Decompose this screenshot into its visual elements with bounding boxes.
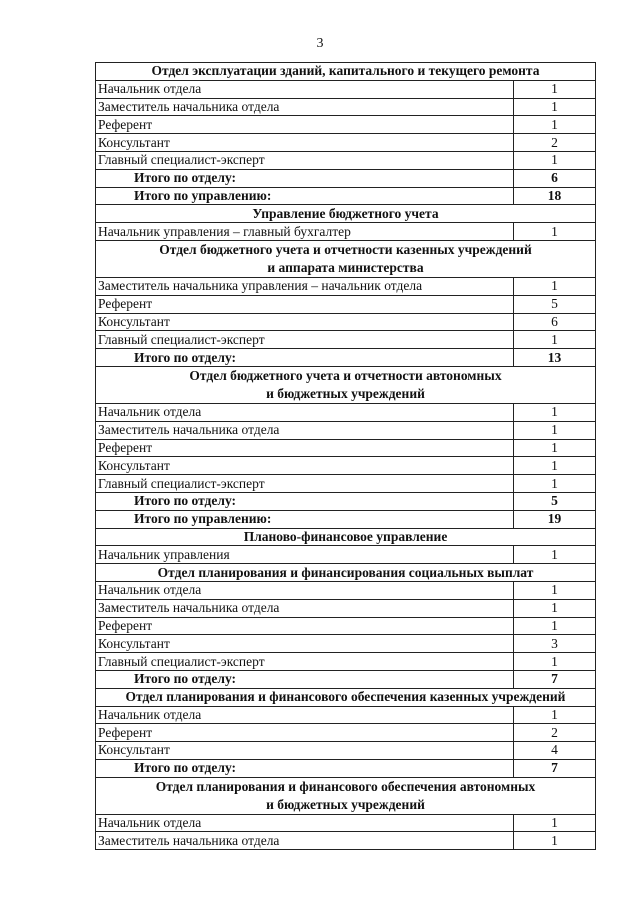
total-count: 19 <box>514 510 596 528</box>
position-row <box>96 617 596 635</box>
position-row <box>96 653 596 671</box>
position-count: 1 <box>514 151 596 169</box>
total-row <box>96 670 596 688</box>
position-count: 1 <box>514 814 596 832</box>
section-title-line: Отдел бюджетного учета и отчетности казенных учреждений <box>159 241 532 257</box>
position-row <box>96 599 596 617</box>
position-count: 6 <box>514 313 596 331</box>
section-title: Планово-финансовое управление <box>96 528 596 546</box>
position-count: 2 <box>514 134 596 152</box>
total-row <box>96 510 596 528</box>
position-title: Главный специалист-эксперт <box>96 331 514 349</box>
position-row <box>96 457 596 475</box>
section-title: Отдел планирования и финансового обеспечения казенных учреждений <box>96 688 596 706</box>
position-row <box>96 814 596 832</box>
staffing-table-body <box>96 63 596 850</box>
section-header-row <box>96 528 596 546</box>
position-row <box>96 295 596 313</box>
position-row <box>96 116 596 134</box>
total-label: Итого по управлению: <box>96 510 514 528</box>
position-title: Референт <box>96 116 514 134</box>
position-row <box>96 742 596 760</box>
position-row <box>96 223 596 241</box>
position-title: Консультант <box>96 134 514 152</box>
section-title-line: и аппарата министерства <box>267 259 424 275</box>
position-title: Референт <box>96 439 514 457</box>
total-count: 7 <box>514 759 596 777</box>
position-title: Референт <box>96 617 514 635</box>
total-row <box>96 187 596 205</box>
position-row <box>96 421 596 439</box>
position-row <box>96 635 596 653</box>
position-row <box>96 546 596 564</box>
position-count: 1 <box>514 421 596 439</box>
position-count: 1 <box>514 599 596 617</box>
position-title: Заместитель начальника отдела <box>96 421 514 439</box>
section-title-line: и бюджетных учреждений <box>266 385 425 401</box>
position-row <box>96 706 596 724</box>
total-count: 13 <box>514 349 596 367</box>
position-row <box>96 581 596 599</box>
position-row <box>96 403 596 421</box>
section-title: Управление бюджетного учета <box>96 205 596 223</box>
position-count: 1 <box>514 80 596 98</box>
position-count: 1 <box>514 706 596 724</box>
total-row <box>96 169 596 187</box>
section-header-row <box>96 205 596 223</box>
page-number: 3 <box>316 36 324 51</box>
position-title: Консультант <box>96 635 514 653</box>
staffing-table <box>95 62 596 850</box>
total-label: Итого по отделу: <box>96 759 514 777</box>
position-title: Консультант <box>96 742 514 760</box>
position-count: 1 <box>514 439 596 457</box>
section-header-row <box>96 366 596 403</box>
position-title: Заместитель начальника управления – начальник отдела <box>96 277 514 295</box>
position-title: Начальник отдела <box>96 80 514 98</box>
total-label: Итого по отделу: <box>96 349 514 367</box>
position-count: 1 <box>514 546 596 564</box>
position-title: Главный специалист-эксперт <box>96 475 514 493</box>
section-header-row <box>96 688 596 706</box>
position-title: Консультант <box>96 313 514 331</box>
total-count: 7 <box>514 670 596 688</box>
total-label: Итого по отделу: <box>96 169 514 187</box>
position-row <box>96 439 596 457</box>
total-row <box>96 492 596 510</box>
position-row <box>96 724 596 742</box>
position-count: 5 <box>514 295 596 313</box>
position-count: 1 <box>514 475 596 493</box>
section-header-row <box>96 240 596 277</box>
position-title: Консультант <box>96 457 514 475</box>
position-count: 1 <box>514 581 596 599</box>
total-row <box>96 759 596 777</box>
position-count: 3 <box>514 635 596 653</box>
total-row <box>96 349 596 367</box>
position-count: 1 <box>514 331 596 349</box>
section-title-line: Отдел бюджетного учета и отчетности автономных <box>189 367 502 383</box>
section-title-line: Отдел планирования и финансового обеспечения автономных <box>155 778 536 794</box>
position-title: Начальник отдела <box>96 581 514 599</box>
position-count: 1 <box>514 653 596 671</box>
section-title: Отдел эксплуатации зданий, капитального и текущего ремонта <box>96 63 596 81</box>
position-title: Заместитель начальника отдела <box>96 832 514 850</box>
total-label: Итого по отделу: <box>96 670 514 688</box>
section-header-row <box>96 564 596 582</box>
position-row <box>96 313 596 331</box>
position-title: Заместитель начальника отдела <box>96 98 514 116</box>
total-count: 6 <box>514 169 596 187</box>
position-row <box>96 98 596 116</box>
section-title <box>96 366 596 403</box>
total-count: 5 <box>514 492 596 510</box>
position-count: 1 <box>514 98 596 116</box>
position-title: Референт <box>96 295 514 313</box>
section-title <box>96 777 596 814</box>
position-title: Начальник управления – главный бухгалтер <box>96 223 514 241</box>
position-count: 2 <box>514 724 596 742</box>
position-count: 1 <box>514 457 596 475</box>
total-label: Итого по отделу: <box>96 492 514 510</box>
position-count: 1 <box>514 617 596 635</box>
position-title: Начальник отдела <box>96 706 514 724</box>
section-title <box>96 240 596 277</box>
position-row <box>96 151 596 169</box>
position-count: 1 <box>514 403 596 421</box>
position-row <box>96 80 596 98</box>
position-count: 1 <box>514 277 596 295</box>
section-header-row <box>96 63 596 81</box>
section-title: Отдел планирования и финансирования социальных выплат <box>96 564 596 582</box>
position-count: 1 <box>514 116 596 134</box>
position-count: 4 <box>514 742 596 760</box>
position-title: Главный специалист-эксперт <box>96 151 514 169</box>
position-title: Референт <box>96 724 514 742</box>
position-row <box>96 331 596 349</box>
position-count: 1 <box>514 832 596 850</box>
position-title: Начальник отдела <box>96 403 514 421</box>
section-header-row <box>96 777 596 814</box>
position-title: Начальник управления <box>96 546 514 564</box>
position-title: Начальник отдела <box>96 814 514 832</box>
position-row <box>96 475 596 493</box>
total-count: 18 <box>514 187 596 205</box>
position-row <box>96 277 596 295</box>
section-title-line: и бюджетных учреждений <box>266 796 425 812</box>
position-count: 1 <box>514 223 596 241</box>
position-title: Заместитель начальника отдела <box>96 599 514 617</box>
position-row <box>96 832 596 850</box>
total-label: Итого по управлению: <box>96 187 514 205</box>
position-title: Главный специалист-эксперт <box>96 653 514 671</box>
position-row <box>96 134 596 152</box>
